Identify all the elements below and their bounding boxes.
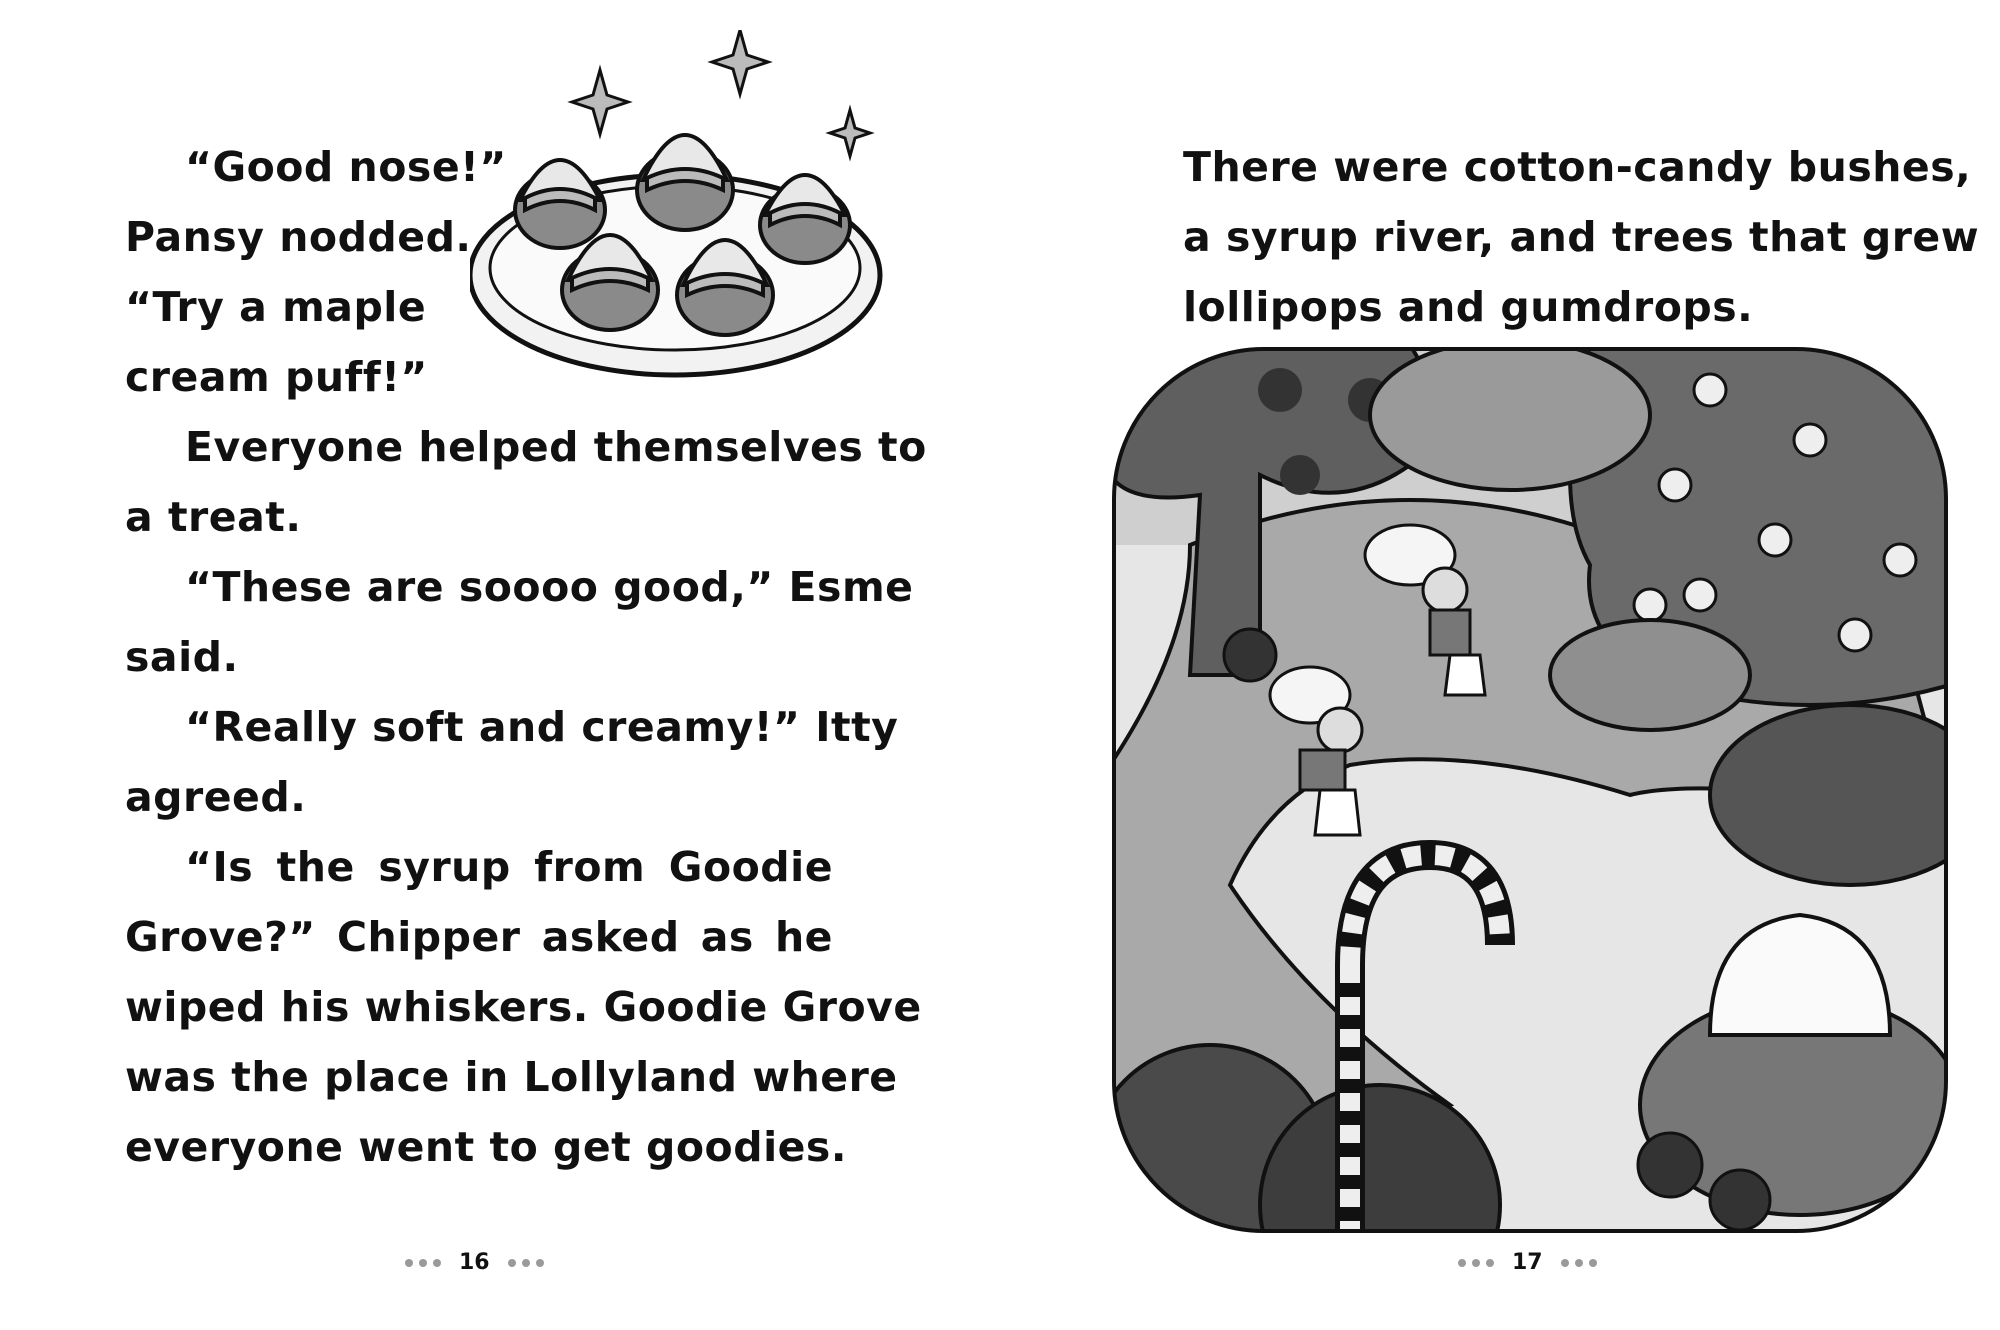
text-line: a syrup river, and trees that grew [1183,213,1980,261]
ornament-dots [1561,1259,1597,1267]
text-line: Grove?” Chipper asked as he [125,913,833,961]
text-line: “Really soft and creamy!” Itty [185,703,899,751]
goodie-grove-illustration [1110,345,1950,1235]
text-line: Pansy nodded. [125,213,472,261]
page-number-footer [1458,1250,1597,1275]
text-line: There were cotton-candy bushes, [1183,143,1972,191]
text-line: wiped his whiskers. Goodie Grove [125,983,922,1031]
text-line: a treat. [125,493,302,541]
page-number: 17 [1512,1250,1543,1275]
ornament-dots [508,1259,544,1267]
text-line: “Good nose!” [185,143,507,191]
text-line: was the place in Lollyland where [125,1053,898,1101]
ornament-dots [405,1259,441,1267]
text-line: “Is the syrup from Goodie [185,843,833,891]
text-line: agreed. [125,773,307,821]
text-line: “These are soooo good,” Esme [185,563,914,611]
text-line: lollipops and gumdrops. [1183,283,1754,331]
text-line: everyone went to get goodies. [125,1123,847,1171]
text-line: Everyone helped themselves to [185,423,927,471]
ornament-dots [1458,1259,1494,1267]
text-line: “Try a maple [125,283,427,331]
right-page [1000,0,2000,1330]
page-number: 16 [459,1250,490,1275]
cream-puff-illustration [470,30,890,390]
text-line: cream puff!” [125,353,428,401]
page-number-footer [405,1250,544,1275]
text-line: said. [125,633,239,681]
